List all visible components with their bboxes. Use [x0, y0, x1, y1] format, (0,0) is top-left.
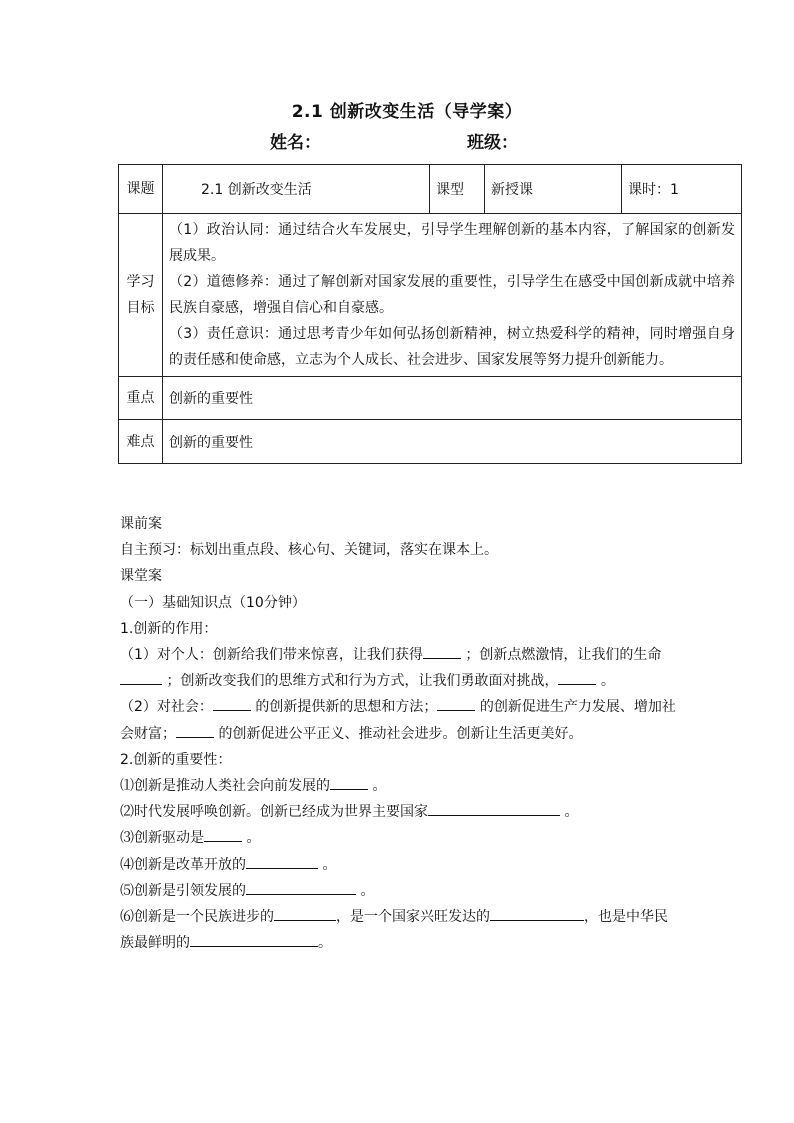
goal-item: （1）政治认同：通过结合火车发展史，引导学生理解创新的基本内容，了解国家的创新发展成果。: [169, 222, 735, 264]
key-label: 重点: [119, 377, 163, 420]
table-row: [119, 377, 742, 420]
fill-blank[interactable]: [246, 854, 318, 869]
text-segment: ⑹创新是一个民族进步的: [120, 909, 274, 926]
text-segment: ⑸创新是引领发展的: [120, 882, 246, 899]
hours-cell: 课时：1: [622, 165, 742, 214]
table-row: [119, 214, 742, 377]
fill-blank[interactable]: [274, 906, 336, 921]
text-segment: 。: [318, 935, 332, 952]
name-class-row: [0, 128, 794, 152]
page-title: 2.1 创新改变生活（导学案）: [291, 102, 523, 122]
text-segment: （2）对社会：: [120, 699, 213, 716]
worksheet-body: [120, 511, 680, 956]
fill-blank[interactable]: [213, 696, 251, 711]
table-row: [119, 420, 742, 464]
list-item: [120, 852, 680, 878]
goals-label: 学习目标: [119, 214, 163, 377]
fill-blank[interactable]: [120, 670, 162, 685]
fill-blank[interactable]: [490, 906, 584, 921]
text-segment: ，也是中华民族最鲜明的: [120, 909, 668, 952]
text-segment: 。: [564, 804, 579, 821]
paragraph-society: [120, 694, 680, 746]
list-item: [120, 799, 680, 825]
topic-value: 2.1 创新改变生活: [163, 165, 430, 214]
inclass-heading: 课堂案: [120, 568, 162, 585]
fill-blank[interactable]: [190, 932, 318, 947]
fill-blank[interactable]: [246, 880, 356, 895]
fill-blank[interactable]: [428, 801, 560, 816]
text-segment: ⑶创新驱动是: [120, 830, 204, 847]
list-item: [120, 825, 680, 851]
difficulty-value: 创新的重要性: [163, 420, 742, 464]
point-heading: 2.创新的重要性：: [120, 751, 232, 768]
paragraph-individual: [120, 642, 680, 694]
list-item: [120, 878, 680, 904]
preclass-text: 自主预习：标划出重点段、核心句、关键词，落实在课本上。: [120, 542, 498, 559]
fill-blank[interactable]: [423, 644, 461, 659]
text-segment: 。: [360, 882, 375, 899]
type-value: 新授课: [485, 165, 622, 214]
fill-blank[interactable]: [437, 696, 475, 711]
text-segment: 。: [246, 830, 261, 847]
text-segment: ；创新改变我们的思维方式和行为方式，让我们勇敢面对挑战，: [166, 673, 559, 690]
text-segment: 。: [600, 673, 615, 690]
fill-blank[interactable]: [330, 775, 368, 790]
topic-label: 课题: [119, 165, 163, 214]
preclass-heading: 课前案: [120, 516, 162, 532]
goal-item: （2）道德修养：通过了解创新对国家发展的重要性，引导学生在感受中国创新成就中培养民族自豪感，增强自信心和自豪感。: [169, 274, 735, 316]
text-segment: ⑷创新是改革开放的: [120, 856, 246, 873]
goal-item: （3）责任意识：通过思考青少年如何弘扬创新精神，树立热爱科学的精神，同时增强自身的责任感和使命感，立志为个人成长、社会进步、国家发展等努力提升创新能力。: [169, 326, 735, 368]
fill-blank[interactable]: [204, 827, 242, 842]
type-label: 课型: [430, 165, 485, 214]
text-segment: 的创新提供新的思想和方法；: [255, 699, 438, 716]
lesson-info-table: [118, 164, 742, 464]
text-segment: 。: [372, 778, 387, 795]
fill-blank[interactable]: [176, 723, 214, 738]
name-label: 姓名：: [270, 133, 321, 153]
section-heading: （一）基础知识点（10分钟）: [120, 594, 306, 611]
text-segment: （1）对个人：创新给我们带来惊喜，让我们获得: [120, 647, 423, 664]
class-label: 班级：: [467, 133, 518, 153]
key-value: 创新的重要性: [163, 377, 742, 420]
text-segment: ，是一个国家兴旺发达的: [336, 909, 490, 926]
text-segment: 的创新促进公平正义、推动社会进步。创新让生活更美好。: [218, 725, 583, 742]
difficulty-label: 难点: [119, 420, 163, 464]
text-segment: ⑴创新是推动人类社会向前发展的: [120, 778, 330, 795]
goals-cell: [163, 214, 742, 377]
list-item: [120, 773, 680, 799]
text-segment: 的创新促进生产力发展、增加社会财富；: [120, 699, 676, 742]
table-row: [119, 165, 742, 214]
text-segment: 。: [322, 856, 337, 873]
point-heading: 1.创新的作用：: [120, 620, 218, 637]
fill-blank[interactable]: [558, 670, 596, 685]
text-segment: ；创新点燃激情，让我们的生命: [465, 647, 662, 664]
text-segment: ⑵时代发展呼唤创新。创新已经成为世界主要国家: [120, 804, 428, 821]
list-item: [120, 904, 680, 956]
